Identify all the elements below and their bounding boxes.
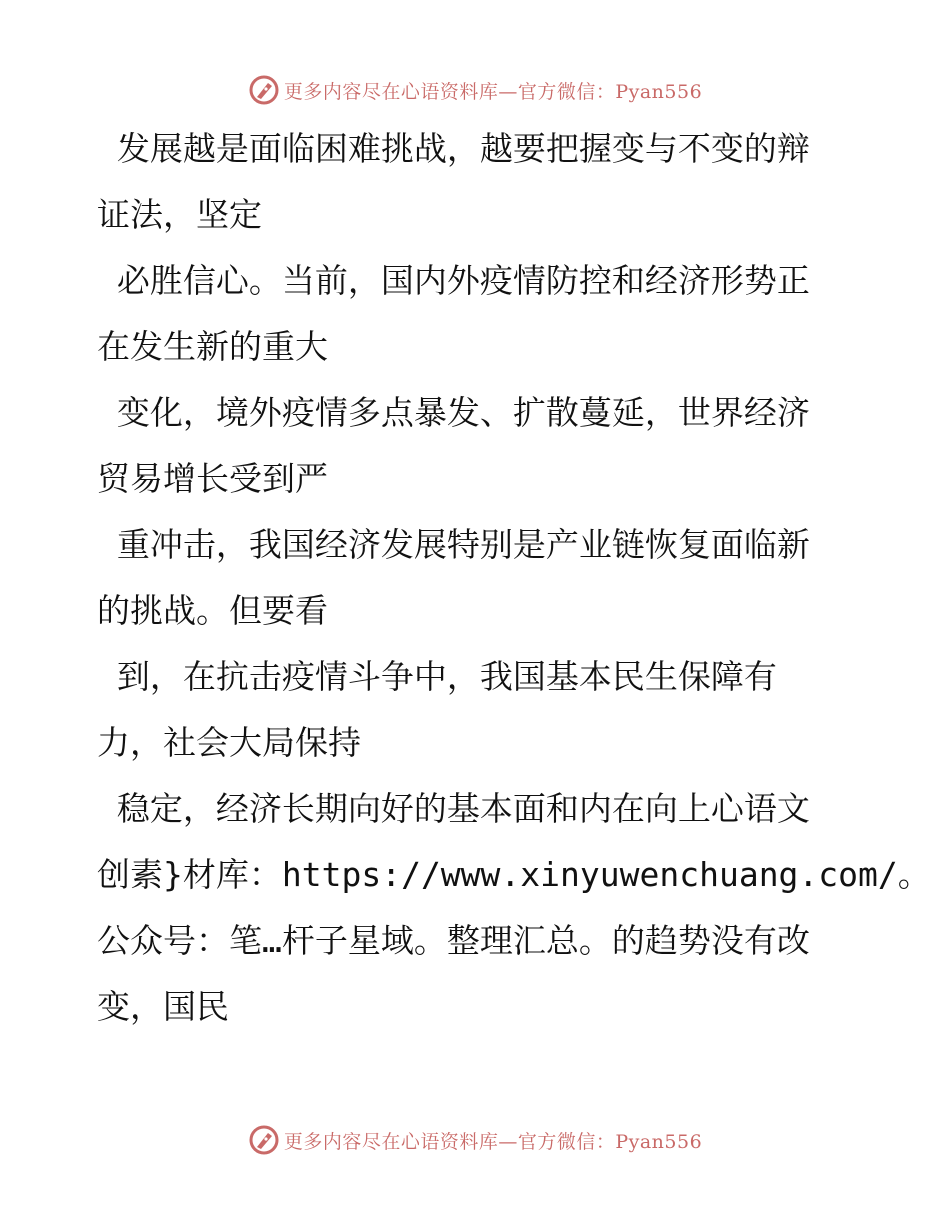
body-line: 贸易增长受到严	[97, 459, 328, 498]
body-line: 创素}材库：https://www.xinyuwenchuang.com/。	[97, 855, 931, 894]
document-body	[97, 116, 931, 1040]
footer-watermark	[0, 1120, 950, 1160]
body-line: 力，社会大局保持	[97, 723, 361, 762]
body-line: 发展越是面临困难挑战，越要把握变与不变的辩	[97, 129, 810, 168]
body-line: 必胜信心。当前，国内外疫情防控和经济形势正	[97, 261, 810, 300]
body-line: 变，国民	[97, 987, 229, 1026]
body-line: 公众号：笔…杆子星域。整理汇总。的趋势没有改	[97, 921, 810, 960]
header-watermark	[0, 70, 950, 110]
body-line: 证法，坚定	[97, 195, 262, 234]
body-line: 变化，境外疫情多点暴发、扩散蔓延，世界经济	[97, 393, 810, 432]
pen-nib-seal-icon	[248, 74, 280, 106]
footer-watermark-text: 更多内容尽在心语资料库—官方微信：Pyan556	[283, 1130, 703, 1153]
body-line: 重冲击，我国经济发展特别是产业链恢复面临新	[97, 525, 810, 564]
body-line: 稳定，经济长期向好的基本面和内在向上心语文	[97, 789, 810, 828]
pen-nib-seal-icon	[248, 1124, 280, 1156]
header-watermark-text: 更多内容尽在心语资料库—官方微信：Pyan556	[283, 80, 703, 103]
body-line: 到，在抗击疫情斗争中，我国基本民生保障有	[97, 657, 777, 696]
body-line: 的挑战。但要看	[97, 591, 328, 630]
body-line: 在发生新的重大	[97, 327, 328, 366]
